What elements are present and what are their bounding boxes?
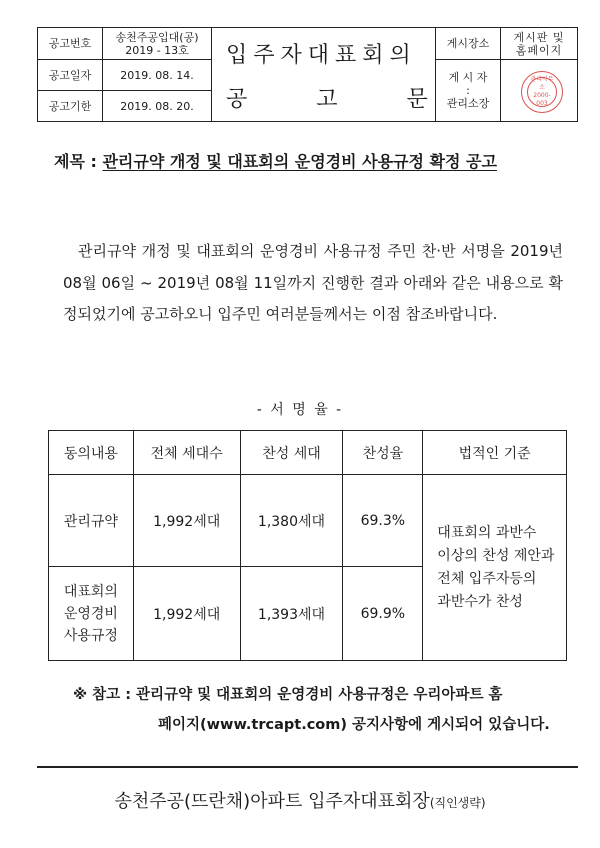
row-content-line: 사용규정 <box>63 627 118 644</box>
title-line2: 공 고 문 <box>226 87 459 112</box>
row-total: 1,992세대 <box>133 567 240 661</box>
header-cell: 동의내용 <box>49 431 134 475</box>
notice-number-value <box>103 28 211 59</box>
legal-criteria <box>423 475 567 661</box>
row-content-line: 운영경비 <box>63 605 118 622</box>
results-table <box>48 430 567 661</box>
criteria-line: 과반수가 찬성 <box>437 593 523 610</box>
footer-small: (직인생략) <box>429 796 486 810</box>
row-content: 관리규약 <box>49 475 134 567</box>
row-content <box>49 567 134 661</box>
header-table <box>37 27 578 122</box>
poster-line1: 게 시 자 <box>448 71 488 84</box>
row-content-line: 대표회의 <box>63 583 118 600</box>
poster-line2: : <box>466 84 470 97</box>
poster-label <box>436 60 500 121</box>
notice-number-label: 공고번호 <box>48 37 92 50</box>
header-cell: 전체 세대수 <box>133 431 240 475</box>
title-line1: 입주자대표회의 <box>226 43 417 68</box>
footer-signature <box>0 787 600 813</box>
seal-text-bottom: 2000-003 <box>533 92 551 107</box>
row-rate: 69.9% <box>343 567 423 661</box>
reference-note <box>73 680 563 740</box>
post-place-value <box>501 28 577 59</box>
official-seal <box>521 71 563 113</box>
criteria-line: 전체 입주자등의 <box>437 570 537 587</box>
notice-date-label: 공고일자 <box>48 68 92 82</box>
subject-text: 관리규약 개정 및 대표회의 운영경비 사용규정 확정 공고 <box>102 152 497 171</box>
row-rate: 69.3% <box>343 475 423 567</box>
subject-line <box>54 149 497 172</box>
header-cell: 법적인 기준 <box>423 431 567 475</box>
note-line2: 페이지(www.trcapt.com) 공지사항에 게시되어 있습니다. <box>158 717 550 733</box>
footer-divider <box>37 766 578 768</box>
table-row <box>49 475 567 567</box>
notice-date-value: 2019. 08. 14. <box>120 68 194 82</box>
post-place-label: 게시장소 <box>446 37 490 50</box>
row-agree: 1,393세대 <box>240 567 343 661</box>
notice-number-line2: 2019 - 13호 <box>125 43 189 57</box>
notice-number-line1: 송천주공입대(공) <box>115 30 199 44</box>
notice-period-label: 공고기한 <box>48 99 92 113</box>
row-agree: 1,380세대 <box>240 475 343 567</box>
note-line1: ※ 참고 : 관리규약 및 대표회의 운영경비 사용규정은 우리아파트 홈 <box>73 687 503 703</box>
row-total: 1,992세대 <box>133 475 240 567</box>
header-cell: 찬성 세대 <box>240 431 343 475</box>
body-paragraph: 관리규약 개정 및 대표회의 운영경비 사용규정 주민 찬·반 서명을 2019년 08월 06일 ~ 2019년 08월 11일까지 진행한 결과 아래와 같은 내용으로 확정되었기에 공고하오니 입주민 여러분들께서는 이점 참조바랍니다. <box>63 242 563 323</box>
post-place-line2: 홈페이지 <box>515 43 563 57</box>
seal-text-top: 관리사무소 <box>530 76 554 91</box>
footer-main: 송천주공(뜨란채)아파트 입주자대표회장 <box>114 791 430 812</box>
section-title: - 서 명 율 - <box>256 402 344 418</box>
table-header-row <box>49 431 567 475</box>
header-cell: 찬성율 <box>343 431 423 475</box>
poster-line3: 관리소장 <box>446 97 490 110</box>
subject-prefix: 제목 : <box>54 152 103 171</box>
criteria-line: 대표회의 과반수 <box>437 524 537 541</box>
notice-period-value: 2019. 08. 20. <box>120 99 194 113</box>
post-place-line1: 게시판 및 <box>513 30 565 44</box>
criteria-line: 이상의 찬성 제안과 <box>437 547 555 564</box>
seal-inner <box>527 77 557 107</box>
